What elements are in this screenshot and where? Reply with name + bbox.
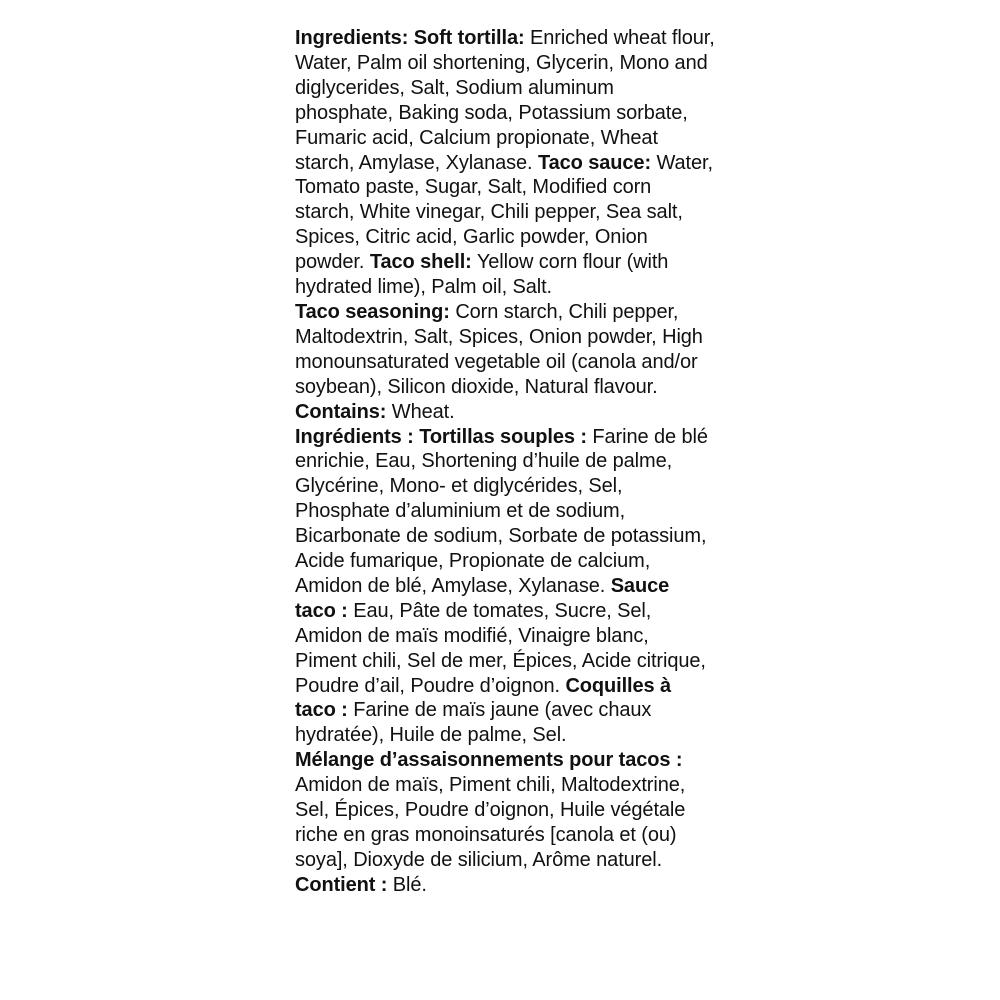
ingredients-heading: Ingredients: [295,27,409,49]
soft-tortilla-ingredients-fr: Farine de blé enrichie, Eau, Shortening d’huile de palme, Glycérine, Mono- et diglycérides, Sel, Phosphate d’aluminium et de sodium, Bicarbonate de sodium, Sorbate de potassium, Acide fumarique, Propionate de calcium, Amidon de blé, Amylase, Xylanase. [295,425,708,597]
contains-label: Contains: [295,400,387,423]
french-seasoning-paragraph [295,748,715,873]
taco-shell-label-fr: Coquilles à taco : [295,674,672,722]
ingredients-panel [295,26,715,898]
taco-seasoning-ingredients: Corn starch, Chili pepper, Maltodextrin, Salt, Spices, Onion powder, High monounsaturated vegetable oil (canola and/or soybean), Silicon dioxide, Natural flavour. [295,300,703,398]
soft-tortilla-label: Soft tortilla: [413,27,525,49]
french-ingredients-paragraph [295,425,715,749]
taco-sauce-label: Taco sauce: [537,151,652,174]
english-ingredients-paragraph [295,26,715,300]
taco-sauce-label-fr: Sauce taco : [295,574,670,622]
taco-sauce-ingredients-fr: Eau, Pâte de tomates, Sucre, Sel, Amidon de maïs modifié, Vinaigre blanc, Piment chili, Sel de mer, Épices, Acide citrique, Poudre d’ail, Poudre d’oignon. [295,599,706,697]
taco-shell-ingredients: Yellow corn flour (with hydrated lime), Palm oil, Salt. [295,251,669,299]
contains-allergens-fr: Blé. [392,873,427,896]
taco-seasoning-label-fr: Mélange d’assaisonnements pour tacos : [295,749,683,772]
ingredients-heading-fr: Ingrédients : [295,425,414,448]
taco-seasoning-label: Taco seasoning: [295,300,450,323]
contains-label-fr: Contient : [295,873,388,896]
taco-shell-ingredients-fr: Farine de maïs jaune (avec chaux hydratée), Huile de palme, Sel. [295,699,652,747]
french-contains-paragraph [295,873,715,898]
taco-sauce-ingredients: Water, Tomato paste, Sugar, Salt, Modified corn starch, White vinegar, Chili pepper, Sea salt, Spices, Citric acid, Garlic powder, Onion powder. [295,151,713,274]
soft-tortilla-label-fr: Tortillas souples : [419,425,587,448]
taco-seasoning-ingredients-fr: Amidon de maïs, Piment chili, Maltodextrine, Sel, Épices, Poudre d’oignon, Huile végétale riche en gras monoinsaturés [canola et (ou) soya], Dioxyde de silicium, Arôme naturel. [295,774,686,871]
taco-shell-label: Taco shell: [369,251,472,274]
english-seasoning-paragraph [295,300,715,425]
soft-tortilla-ingredients: Enriched wheat flour, Water, Palm oil shortening, Glycerin, Mono and diglycerides, Salt, Sodium aluminum phosphate, Baking soda, Potassium sorbate, Fumaric acid, Calcium propionate, Wheat starch, Amylase, Xylanase. [295,27,715,174]
contains-allergens: Wheat. [391,400,455,423]
